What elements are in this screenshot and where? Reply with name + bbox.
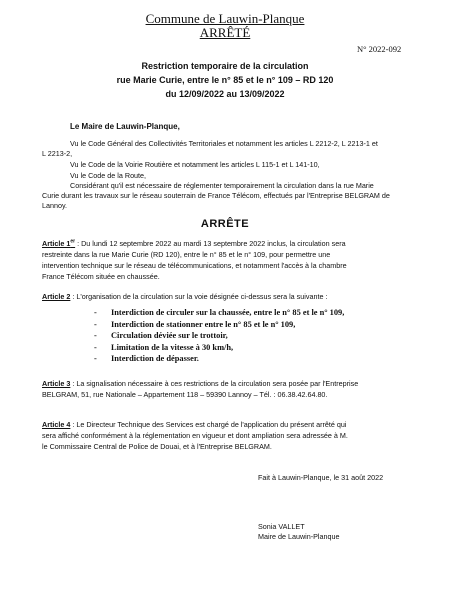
visa-cgct: Vu le Code Général des Collectivités Territoriales et notamment les articles L 2212-2, L 2213-1 et [70, 139, 378, 148]
visa-cgct-continued: L 2213-2, [42, 149, 73, 158]
consideration-line-3: Lannoy. [42, 201, 68, 210]
traffic-measures-list [94, 307, 344, 365]
measure-item: - Interdiction de stationner entre le n° 85 et le n° 109, [94, 319, 296, 329]
commune-title: Commune de Lauwin-Planque [145, 11, 305, 26]
article-4-line-2: sera affiché conformément à la réglementation en vigueur et dont ampliation sera adressée à M. [42, 431, 348, 440]
consideration-line-2: Curie durant les travaux sur le réseau souterrain de France Télécom, effectués par l'Entreprise BELGRAM de [42, 191, 390, 200]
measure-item: - Circulation déviée sur le trottoir, [94, 331, 228, 341]
consideration-line-1: Considérant qu'il est nécessaire de réglementer temporairement la circulation dans la rue Marie [70, 181, 374, 190]
article-3-line-2: BELGRAM, 51, rue Nationale – Appartement 118 – 59390 Lannoy – Tél. : 06.38.42.64.80. [42, 390, 328, 399]
article-4-line-1: Article 4 : Le Directeur Technique des Services est chargé de l'application du présent arrêté qui [42, 420, 347, 429]
signatory-name: Sonia VALLET [258, 522, 305, 531]
article-2-line-1: Article 2 : L'organisation de la circulation sur la voie désignée ci-dessus sera la suivante : [42, 292, 328, 301]
article-1-line-3: intervention technique sur le réseau de télécommunications, et notamment l'accès à la chambre [42, 261, 347, 270]
subject-line-2: rue Marie Curie, entre le n° 85 et le n° 109 – RD 120 [116, 75, 334, 85]
article-4-label: Article 4 [42, 420, 71, 429]
subject-line-3: du 12/09/2022 au 13/09/2022 [165, 89, 285, 99]
arrete-heading: ARRÊTE [200, 218, 250, 230]
article-2-label: Article 2 [42, 292, 71, 301]
article-1-line-2: restreinte dans la rue Marie Curie (RD 120), entre le n° 85 et le n° 109, pour permettre une [42, 250, 331, 259]
subject-line-1: Restriction temporaire de la circulation [141, 61, 309, 71]
document-type: ARRÊTÉ [199, 25, 251, 40]
article-1-line-4: France Télécom située en chaussée. [42, 272, 160, 281]
measure-item: - Interdiction de circuler sur la chaussée, entre le n° 85 et le n° 109, [94, 308, 345, 317]
article-1-label: Article 1er [42, 238, 76, 248]
signatory-title: Maire de Lauwin-Planque [258, 532, 340, 541]
measure-item: - Limitation de la vitesse à 30 km/h, [94, 342, 234, 352]
article-1-line-1: Article 1er : Du lundi 12 septembre 2022 au mardi 13 septembre 2022 inclus, la circulation sera [42, 238, 346, 248]
article-3-line-1: Article 3 : La signalisation nécessaire à ces restrictions de la circulation sera posée par l'Entreprise [42, 379, 359, 388]
mayor-heading: Le Maire de Lauwin-Planque, [70, 122, 180, 131]
measure-item: - Interdiction de dépasser. [94, 354, 199, 364]
visa-code-route: Vu le Code de la Route, [70, 171, 147, 180]
article-4-line-3: le Commissaire Central de Police de Douai, et à l'Entreprise BELGRAM. [42, 442, 272, 451]
article-3-label: Article 3 [42, 379, 71, 388]
place-and-date: Fait à Lauwin-Planque, le 31 août 2022 [258, 473, 384, 482]
decree-number: N° 2022-092 [357, 44, 402, 54]
visa-voirie: Vu le Code de la Voirie Routière et notamment les articles L 115-1 et L 141-10, [70, 160, 320, 169]
